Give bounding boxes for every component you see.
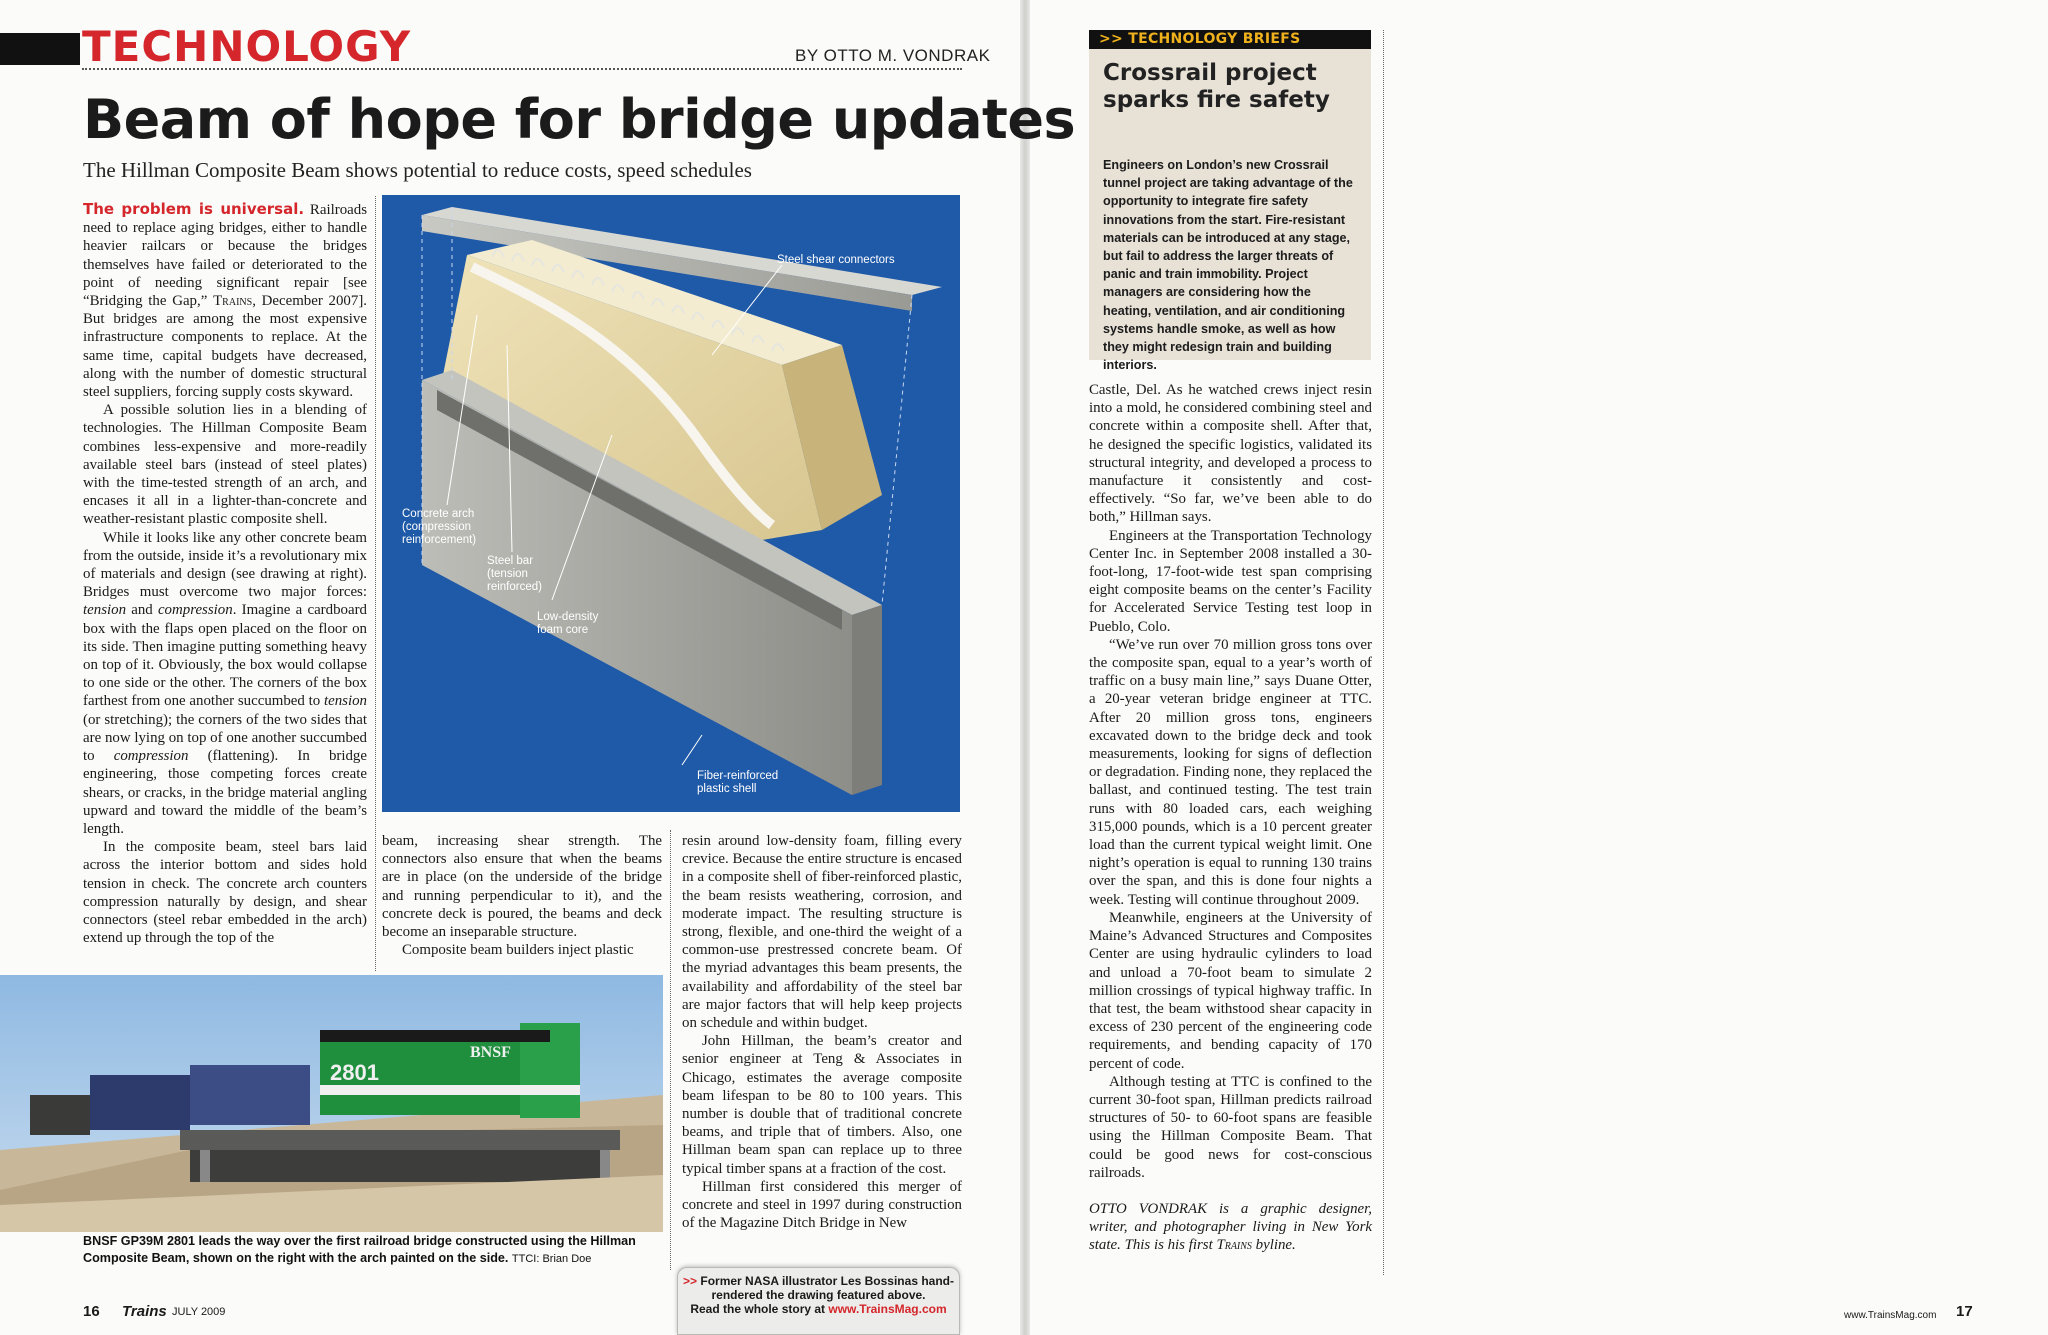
freight-car	[30, 1095, 90, 1135]
briefs-header: >> TECHNOLOGY BRIEFS	[1089, 30, 1371, 49]
paragraph: Castle, Del. As he watched crews inject resin into a mold, he considered combining steel and concrete within a composite shell. After that, he designed the specific logistics, validated its structural integrity, and developed a process to manufacture it consistently and cost-effectively. “So far, we’ve been able to do both,” Hillman says.	[1089, 382, 1372, 526]
page-number-right: 17	[1956, 1303, 1973, 1320]
headline: Beam of hope for bridge updates	[83, 88, 1076, 151]
magazine-name: Trains	[122, 1303, 167, 1320]
paragraph: In the composite beam, steel bars laid across the interior bottom and sides hold tension in check. The concrete arch counters compression naturally by design, and shear connectors (steel rebar embedded in the arch) extend up through the top of the	[83, 839, 367, 947]
bridge-span	[190, 1150, 610, 1182]
section-rule	[82, 68, 962, 70]
bridge-deck	[180, 1130, 620, 1150]
column-3	[682, 832, 962, 1232]
label-foam-core: Low-density foam core	[537, 611, 599, 636]
shell-end	[852, 605, 882, 795]
page-number-left: 16	[83, 1303, 100, 1320]
page-gutter	[1020, 0, 1030, 1335]
photo-caption: BNSF GP39M 2801 leads the way over the first railroad bridge constructed using the Hillman Composite Beam, shown on the right with the arch painted on the side. TTCI: Brian Doe	[83, 1234, 636, 1265]
loco-road-name: BNSF	[470, 1044, 511, 1061]
paragraph: Composite beam builders inject plastic	[402, 942, 634, 959]
column-divider	[670, 830, 671, 1270]
paragraph: John Hillman, the beam’s creator and senior engineer at Teng & Associates in Chicago, estimates the average composite beam lifespan to be 80 to 100 years. This number is double that of traditional concrete beams, and triple that of timbers. Also, one Hillman beam span can replace up to three typical timber spans at a fraction of the cost.	[682, 1033, 962, 1177]
deck: The Hillman Composite Beam shows potential to reduce costs, speed schedules	[83, 158, 752, 182]
footer-url[interactable]: www.TrainsMag.com	[1844, 1310, 1937, 1321]
trailing-locomotive	[90, 1075, 190, 1130]
promo-link[interactable]: www.TrainsMag.com	[828, 1302, 947, 1316]
paragraph: Engineers at the Transportation Technology Center Inc. in September 2008 installed a 30-foot-long, 17-foot-wide test span comprising eight composite beams on the center’s Facility for Accelerated Service Testing test loop in Pueblo, Colo.	[1089, 527, 1372, 635]
technology-briefs-box	[1089, 30, 1371, 373]
column-divider	[375, 196, 376, 971]
byline: BY OTTO M. VONDRAK	[795, 46, 991, 65]
paragraph: While it looks like any other concrete beam from the outside, inside it’s a revolutionary mix of materials and design (see drawing at right). Bridges must overcome two major forces: tension and compression. Imagine a cardboard box with the flaps open placed on the floor on its side. Then imagine putting something heavy on top of it. Obviously, the box would collapse to one side or the other. The corners of the box farthest from one another succumbed to tension (or stretching); the corners of the two sides that are now lying on top of one another succumbed to compression (flattening). In bridge engineering, those competing forces create shears, or cracks, in the bridge material angling upward and toward the middle of the beam’s length.	[83, 529, 367, 837]
promo-tab: >> Former NASA illustrator Les Bossinas hand-rendered the drawing featured above. Read the whole story at www.TrainsMag.com	[677, 1267, 960, 1335]
paragraph: Although testing at TTC is confined to the current 30-foot span, Hillman predicts railroad structures of 50- to 60-foot spans are feasible using the Hillman Composite Beam. That could be good news for cost-conscious railroads.	[1089, 1073, 1372, 1181]
briefs-title: Crossrail project sparks fire safety	[1103, 60, 1330, 113]
paragraph: beam, increasing shear strength. The connectors also ensure that when the beams are in place (on the underside of the bridge and running perpendicular to it), and the concrete deck is poured, the beams and deck become an inseparable structure.	[382, 833, 662, 941]
trailing-locomotive	[190, 1065, 310, 1125]
locomotive-scene	[0, 975, 663, 1232]
right-column	[1089, 381, 1372, 1255]
issue-date: JULY 2009	[172, 1306, 226, 1318]
label-shell: Fiber-reinforced plastic shell	[697, 770, 779, 795]
label-shear-connectors: Steel shear connectors	[777, 254, 895, 266]
lead-in: The problem is universal.	[83, 200, 305, 218]
column-2	[382, 832, 662, 959]
author-bio: OTTO VONDRAK is a graphic designer, writer, and photographer living in New York state. This is his first Trains byline.	[1089, 1200, 1372, 1254]
beam-diagram	[382, 195, 960, 812]
loco-number: 2801	[330, 1060, 379, 1085]
paragraph: The problem is universal. Railroads need to replace aging bridges, either to handle heavier railcars or because the bridges themselves have failed or deteriorated to the point of needing significant repair [see “Bridging the Gap,” Trains, December 2007]. But bridges are among the most expensive infrastructure components to replace. At the same time, capital budgets have decreased, along with the number of domestic structural steel suppliers, forcing supply costs skyward.	[83, 200, 368, 401]
section-bar	[0, 33, 80, 65]
section-title: TECHNOLOGY	[82, 22, 412, 71]
promo-arrows: >>	[683, 1274, 698, 1288]
label-steel-bar: Steel bar (tension reinforced)	[487, 555, 542, 593]
beam-illustration	[382, 195, 960, 812]
briefs-body: Engineers on London’s new Crossrail tunnel project are taking advantage of the opportunity to integrate fire safety innovations from the start. Fire-resistant materials can be introduced at any stage, but fail to address the larger threats of panic and train immobility. Project managers are considering how the heating, ventilation, and air conditioning systems handle smoke, as well as how they might redesign train and building interiors.	[1103, 158, 1353, 373]
locomotive-photo	[0, 975, 663, 1232]
right-margin-rule	[1383, 30, 1384, 1275]
photo-credit: TTCI: Brian Doe	[511, 1253, 592, 1265]
label-concrete-arch: Concrete arch (compression reinforcement)	[402, 508, 477, 546]
column-1	[83, 200, 367, 947]
paragraph: “We’ve run over 70 million gross tons over the composite span, equal to a year’s worth of traffic on a busy main line,” says Duane Otter, a 20-year veteran bridge engineer at TTC. After 20 million gross tons, engineers excavated down to the bridge deck and took measurements, looking for signs of deflection or degradation. Finding none, they replaced the ballast, and continued testing. The test train runs with 80 loaded cars, each weighing 315,000 pounds, which is a 10 percent greater load than the current typical weight limit. One night’s operation is equal to running 130 trains over the span, and this is done four nights a week. Testing will continue throughout 2009.	[1089, 636, 1372, 908]
paragraph: Hillman first considered this merger of concrete and steel in 1997 during construction of the Magazine Ditch Bridge in New	[682, 1178, 962, 1232]
paragraph: Meanwhile, engineers at the University of Maine’s Advanced Structures and Composites Center are using hydraulic cylinders to load and unload a 70-foot beam to simulate 2 million crossings of typical highway traffic. In that test, the beam withstood shear capacity in excess of 230 percent of the engineering code requirements, and bending capacity of 170 percent of code.	[1089, 909, 1372, 1072]
paragraph: resin around low-density foam, filling every crevice. Because the entire structure is encased in a composite shell of fiber-reinforced plastic, the beam resists weathering, corrosion, and moderate impact. The resulting structure is strong, flexible, and one-third the weight of a common-use prestressed concrete beam. Of the myriad advantages this beam presents, the availability and affordability of the steel bar are major factors that will help keep projects on schedule and within budget.	[682, 833, 962, 1032]
paragraph: A possible solution lies in a blending of technologies. The Hillman Composite Beam combines less-expensive and more-readily available steel bars (instead of steel plates) with the time-tested strength of an arch, and encases it all in a lighter-than-concrete and weather-resistant plastic composite shell.	[83, 402, 367, 528]
